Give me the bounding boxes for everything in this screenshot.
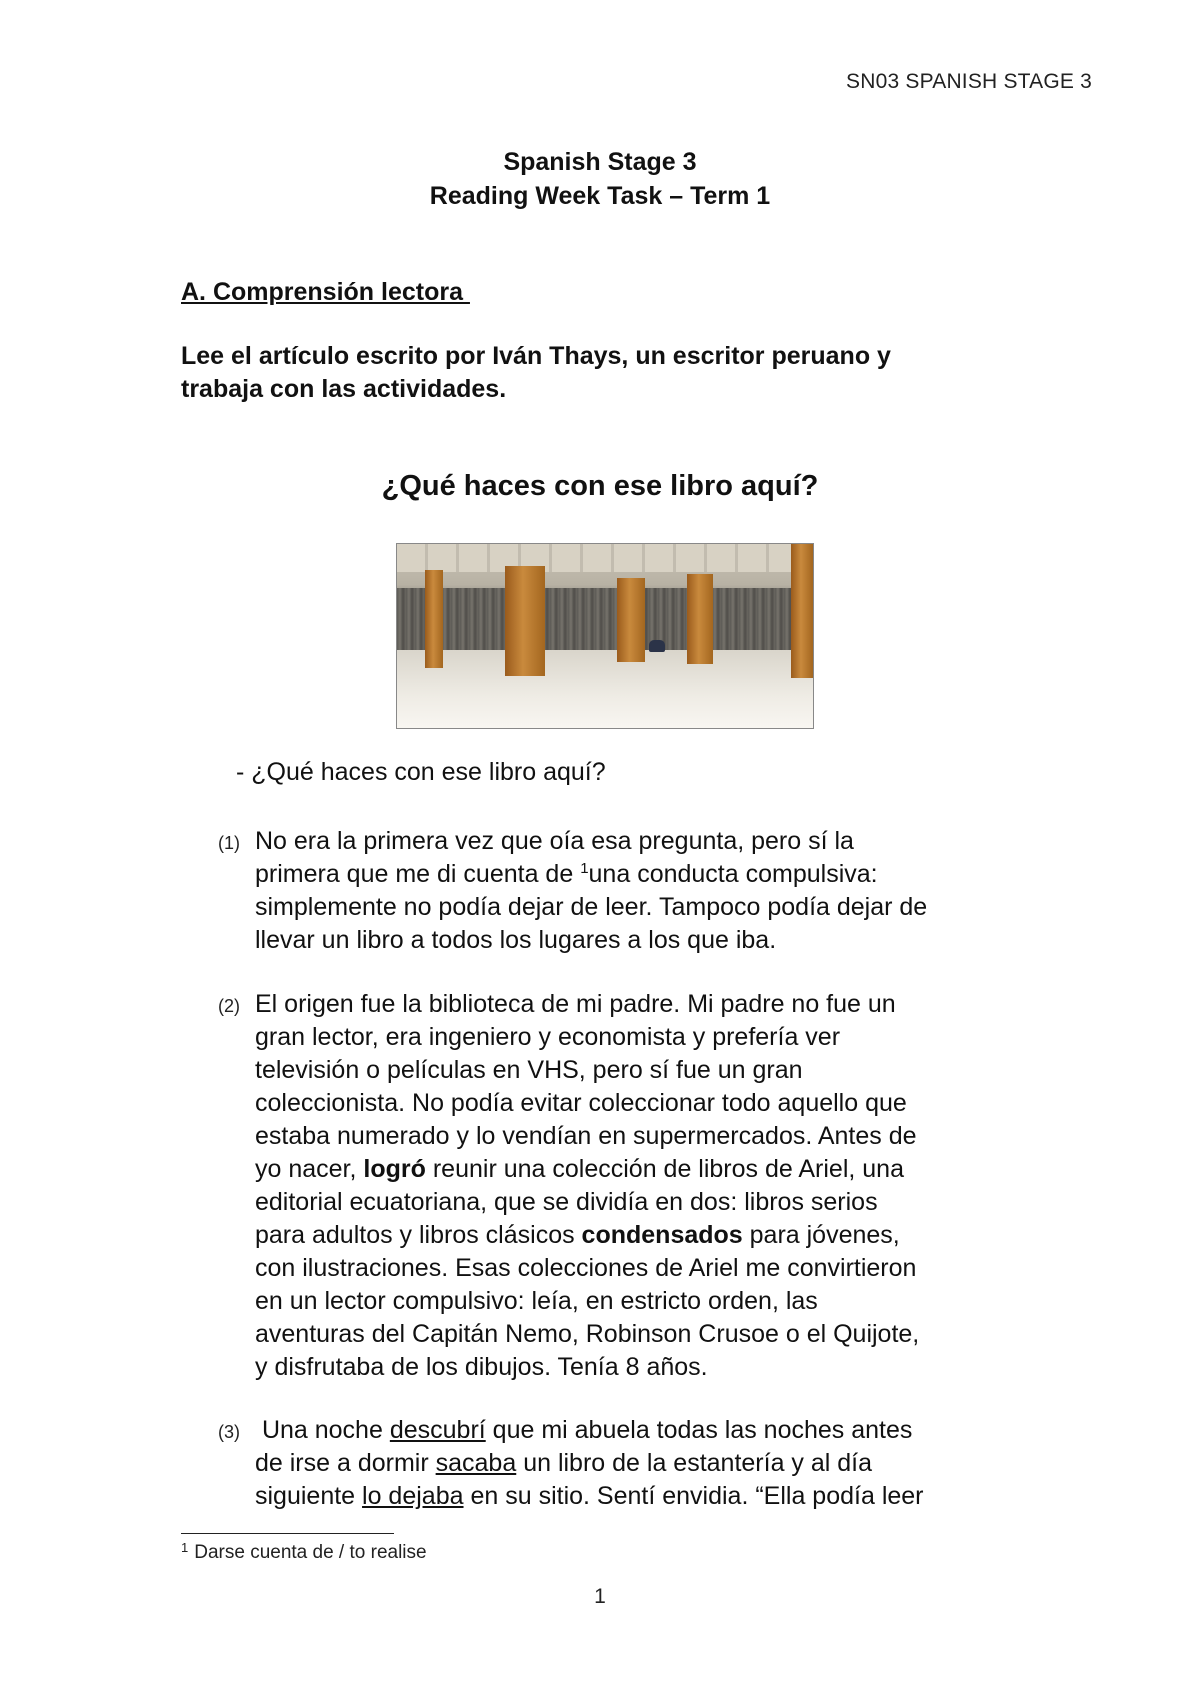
text-run: en su sitio. Sentí envidia. “Ella podía leer <box>463 1482 924 1510</box>
underlined-vocab-word: lo dejaba <box>362 1482 464 1510</box>
footnote <box>181 1540 427 1564</box>
underlined-vocab-word: sacaba <box>435 1449 517 1477</box>
page-number: 1 <box>594 1585 606 1608</box>
instruction-line-2: trabaja con las actividades. <box>181 375 507 403</box>
paragraph-line: coleccionista. No podía evitar coleccionar todo aquello que <box>255 1089 907 1117</box>
paragraph-text <box>255 988 1035 1384</box>
instruction-text <box>181 340 1041 406</box>
paragraph-line <box>255 1447 1035 1480</box>
paragraph-number: (1) <box>218 833 240 853</box>
text-run: yo nacer, <box>255 1155 364 1183</box>
photo-ceiling <box>397 544 813 572</box>
footnote-text: Darse cuenta de / to realise <box>194 1542 427 1563</box>
paragraph-line <box>255 1480 1035 1513</box>
paragraph-line <box>255 1219 1035 1252</box>
paragraph-line: en un lector compulsivo: leía, en estricto orden, las <box>255 1287 818 1315</box>
footnote-reference: 1 <box>580 860 589 877</box>
paragraph-line: editorial ecuatoriana, que se dividía en dos: libros serios <box>255 1188 878 1216</box>
paragraph-line: El origen fue la biblioteca de mi padre. Mi padre no fue un <box>255 990 896 1018</box>
paragraph-line: televisión o películas en VHS, pero sí fue un gran <box>255 1056 803 1084</box>
paragraph-line: con ilustraciones. Esas colecciones de Ariel me convirtieron <box>255 1254 917 1282</box>
text-run: Una noche <box>255 1416 390 1444</box>
paragraph-line: simplemente no podía dejar de leer. Tampoco podía dejar de <box>255 893 928 921</box>
paragraph-line: gran lector, era ingeniero y economista y prefería ver <box>255 1023 841 1051</box>
photo-floor <box>397 650 813 728</box>
bold-vocab-word: logró <box>363 1155 426 1183</box>
footnote-separator <box>181 1533 394 1534</box>
text-run: de irse a dormir <box>255 1449 436 1477</box>
text-run: para jóvenes, <box>742 1221 900 1249</box>
paragraph-text <box>255 1414 1035 1513</box>
photo-reading-person <box>649 640 665 652</box>
text-run: que mi abuela todas las noches antes <box>485 1416 913 1444</box>
photo-pillar <box>505 566 545 676</box>
text-run: un libro de la estantería y al día <box>516 1449 873 1477</box>
paragraph-number: (3) <box>218 1422 240 1442</box>
paragraph-line: llevar un libro a todos los lugares a los que iba. <box>255 926 777 954</box>
page-header: SN03 SPANISH STAGE 3 <box>846 70 1092 93</box>
instruction-line-1: Lee el artículo escrito por Iván Thays, un escritor peruano y <box>181 342 891 370</box>
text-run: una conducta compulsiva: <box>588 860 878 888</box>
text-run: siguiente <box>255 1482 363 1510</box>
paragraph-line <box>255 858 1035 891</box>
paragraph-line: No era la primera vez que oía esa pregunta, pero sí la <box>255 827 854 855</box>
title-line-2: Reading Week Task – Term 1 <box>429 182 771 210</box>
paragraph-line: aventuras del Capitán Nemo, Robinson Crusoe o el Quijote, <box>255 1320 920 1348</box>
paragraph-line <box>255 1153 1035 1186</box>
text-run: primera que me di cuenta de <box>255 860 581 888</box>
paragraph-line: estaba numerado y lo vendían en supermercados. Antes de <box>255 1122 917 1150</box>
photo-pillar <box>425 570 443 668</box>
dialogue-line: - ¿Qué haces con ese libro aquí? <box>236 758 606 786</box>
photo-pillar <box>791 544 813 678</box>
article-title: ¿Qué haces con ese libro aquí? <box>381 470 819 502</box>
paragraph-text <box>255 825 1035 957</box>
photo-wall <box>397 588 813 650</box>
section-heading: A. Comprensión lectora <box>181 278 470 306</box>
paragraph-line <box>255 1414 1035 1447</box>
article-photo <box>396 543 814 729</box>
text-run: reunir una colección de libros de Ariel, una <box>425 1155 904 1183</box>
underlined-vocab-word: descubrí <box>389 1416 486 1444</box>
paragraph-line: y disfrutaba de los dibujos. Tenía 8 años. <box>255 1353 708 1381</box>
paragraph-number: (2) <box>218 996 240 1016</box>
bold-vocab-word: condensados <box>581 1221 743 1249</box>
footnote-mark: 1 <box>181 1540 189 1555</box>
text-run: para adultos y libros clásicos <box>255 1221 582 1249</box>
document-title <box>0 145 1200 213</box>
title-line-1: Spanish Stage 3 <box>503 148 697 176</box>
photo-pillar <box>617 578 645 662</box>
photo-pillar <box>687 574 713 664</box>
